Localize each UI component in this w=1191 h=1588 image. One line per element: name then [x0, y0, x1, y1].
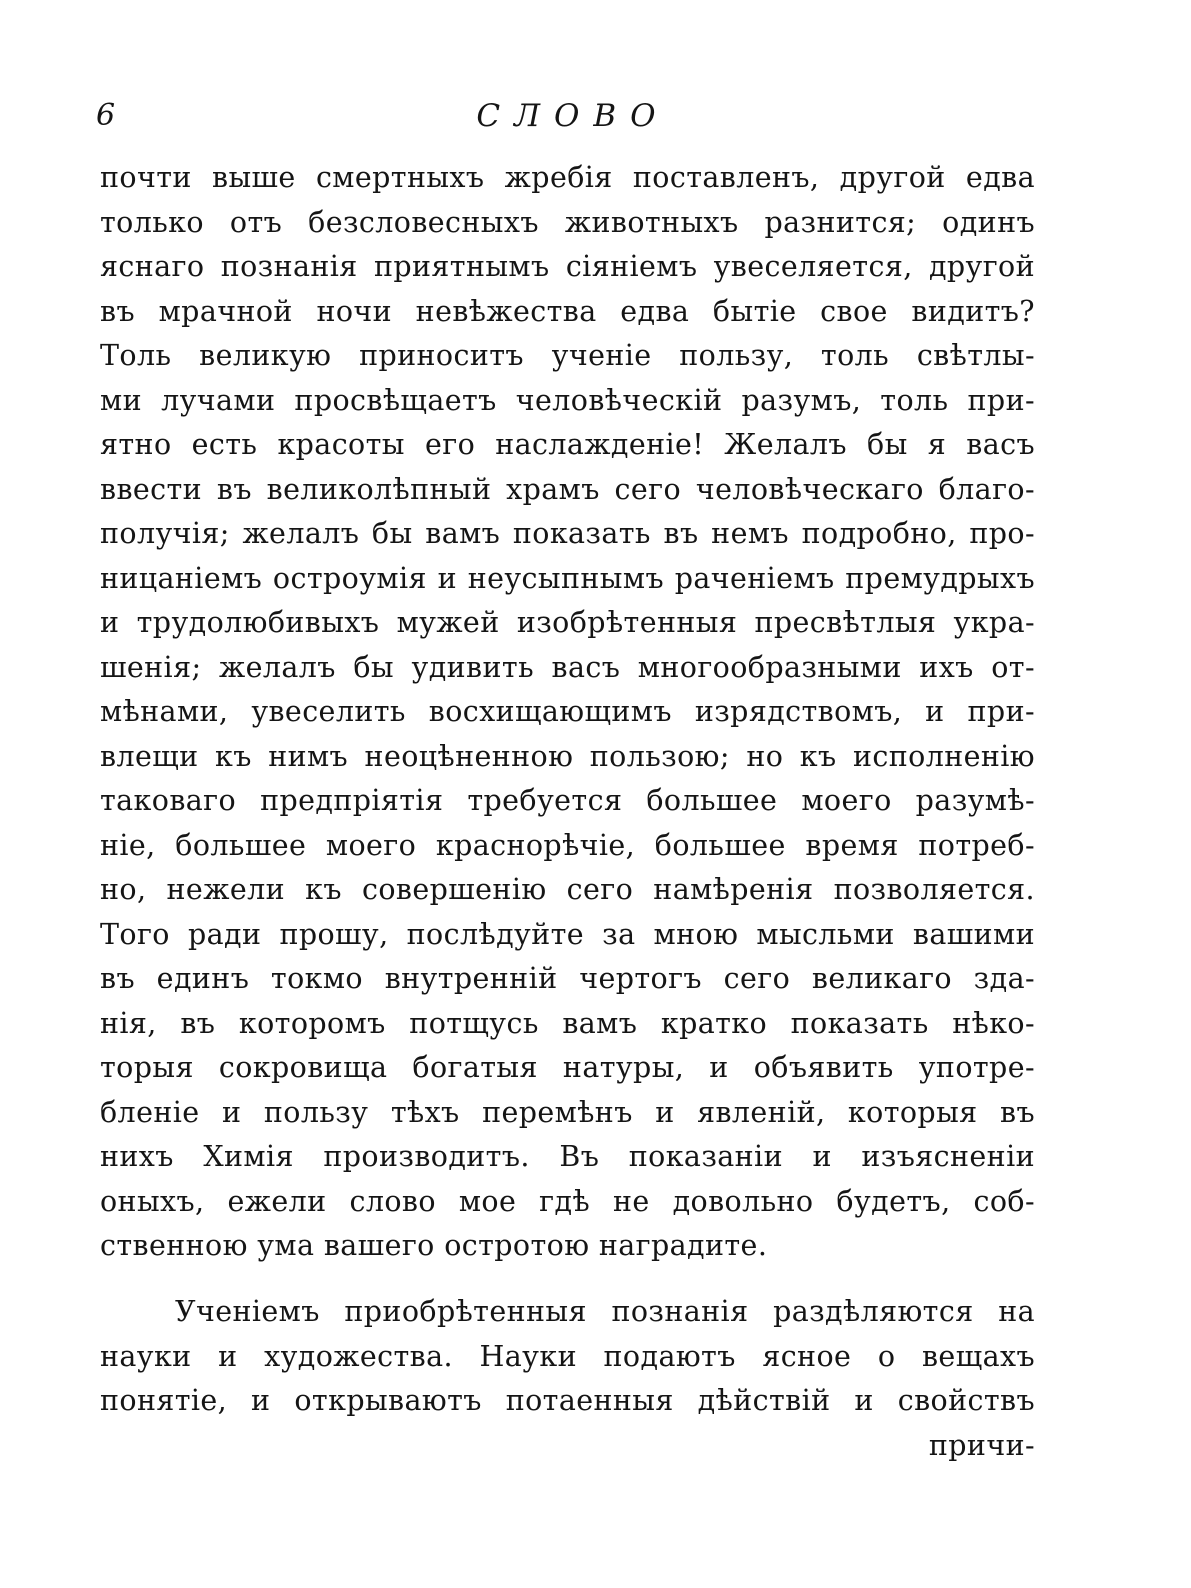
text-line: оныхъ, ежели слово мое гдѣ не довольно будетъ, соб- [100, 1184, 1035, 1218]
text-line: науки и художества. Науки подаютъ ясное о вещахъ [100, 1339, 1035, 1373]
text-line: шенія; желалъ бы удивить васъ многообразными ихъ от- [100, 650, 1035, 684]
text-line: нія, въ которомъ потщусь вамъ кратко показать нѣко- [100, 1006, 1035, 1040]
text-line: мѣнами, увеселить восхищающимъ изрядствомъ, и при- [100, 695, 1035, 728]
text-line: ятно есть красоты его наслажденіе! Желалъ бы я васъ [100, 428, 1035, 461]
page-header [96, 98, 1036, 138]
page-number: 6 [96, 98, 116, 133]
text-line: ницаніемъ остроумія и неусыпнымъ раченіемъ премудрыхъ [100, 561, 1035, 595]
text-line: ввести въ великолѣпный храмъ сего человѣческаго благо- [100, 472, 1035, 506]
text-line: таковаго предпріятія требуется большее моего разумѣ- [100, 784, 1035, 817]
text-line: бленіе и пользу тѣхъ перемѣнъ и явленій, которыя въ [100, 1095, 1035, 1129]
text-line: нихъ Химія производитъ. Въ показаніи и изъясненіи [100, 1140, 1035, 1173]
text-line: Толь великую приноситъ ученіе пользу, толь свѣтлы- [100, 339, 1035, 372]
text-line: получія; желалъ бы вамъ показать въ немъ подробно, про- [100, 517, 1035, 550]
text-line: торыя сокровища богатыя натуры, и объявить употре- [100, 1051, 1035, 1084]
text-line: почти выше смертныхъ жребія поставленъ, другой едва [100, 161, 1035, 194]
text-line: но, нежели къ совершенію сего намѣренія позволяется. [100, 873, 1035, 906]
text-line: въ единъ токмо внутренній чертогъ сего великаго зда- [100, 962, 1035, 995]
text-line: и трудолюбивыхъ мужей изобрѣтенныя пресвѣтлыя укра- [100, 606, 1035, 639]
text-line: яснаго познанія приятнымъ сіяніемъ увеселяется, другой [100, 250, 1035, 283]
text-line: Ученіемъ приобрѣтенныя познанія раздѣляются на [175, 1295, 1035, 1328]
text-line: понятіе, и открываютъ потаенныя дѣйствій и свойствъ [100, 1384, 1035, 1417]
text-line: ніе, большее моего краснорѣчіе, большее время потреб- [100, 828, 1035, 862]
text-line: ми лучами просвѣщаетъ человѣческій разумъ, толь при- [100, 383, 1035, 417]
text-line: ственною ума вашего остротою наградите. [100, 1229, 768, 1262]
paragraph-1 [100, 156, 1035, 1269]
text-line: влещи къ нимъ неоцѣненною пользою; но къ исполненію [100, 739, 1035, 773]
text-line: только отъ безсловесныхъ животныхъ разнится; одинъ [100, 205, 1035, 239]
paragraph-2 [100, 1290, 1035, 1468]
text-line: Того ради прошу, послѣдуйте за мною мысльми вашими [100, 917, 1035, 951]
text-line: въ мрачной ночи невѣжества едва бытіе свое видитъ? [100, 294, 1035, 328]
catchword: причи- [928, 1428, 1035, 1462]
running-title: СЛОВО [476, 98, 670, 134]
